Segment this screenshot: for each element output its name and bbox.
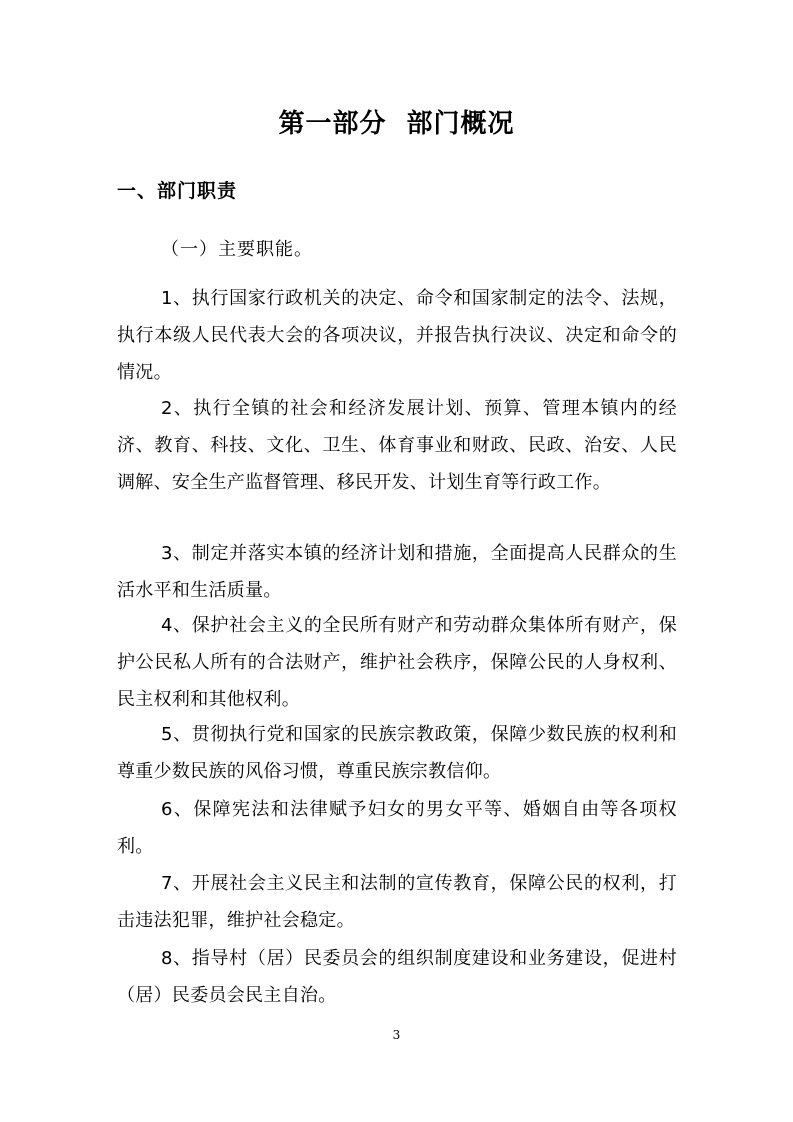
list-item: 8、指导村（居）民委员会的组织制度建设和业务建设，促进村（居）民委员会民主自治。 — [117, 948, 677, 1006]
list-item: 5、贯彻执行党和国家的民族宗教政策，保障少数民族的权利和尊重少数民族的风俗习惯，尊重民族宗教信仰。 — [117, 724, 677, 782]
list-item: 2、执行全镇的社会和经济发展计划、预算、管理本镇内的经济、教育、科技、文化、卫生、体育事业和财政、民政、治安、人民调解、安全生产监督管理、移民开发、计划生育等行政工作。 — [117, 398, 677, 493]
list-item: 7、开展社会主义民主和法制的宣传教育，保障公民的权利，打击违法犯罪，维护社会稳定。 — [117, 873, 677, 931]
page-number: 3 — [392, 1028, 401, 1042]
page-title: 第一部分 部门概况 — [278, 109, 515, 139]
list-item: 1、执行国家行政机关的决定、命令和国家制定的法令、法规，执行本级人民代表大会的各项决议，并报告执行决议、决定和命令的情况。 — [117, 288, 677, 383]
section-heading: 一、部门职责 — [117, 180, 238, 202]
list-item: 4、保护社会主义的全民所有财产和劳动群众集体所有财产，保护公民私人所有的合法财产，维护社会秩序，保障公民的人身权利、民主权利和其他权利。 — [117, 615, 677, 710]
list-item: 6、保障宪法和法律赋予妇女的男女平等、婚姻自由等各项权利。 — [117, 799, 677, 857]
list-item: 3、制定并落实本镇的经济计划和措施，全面提高人民群众的生活水平和生活质量。 — [117, 543, 677, 601]
subheading: （一）主要职能。 — [161, 239, 313, 260]
